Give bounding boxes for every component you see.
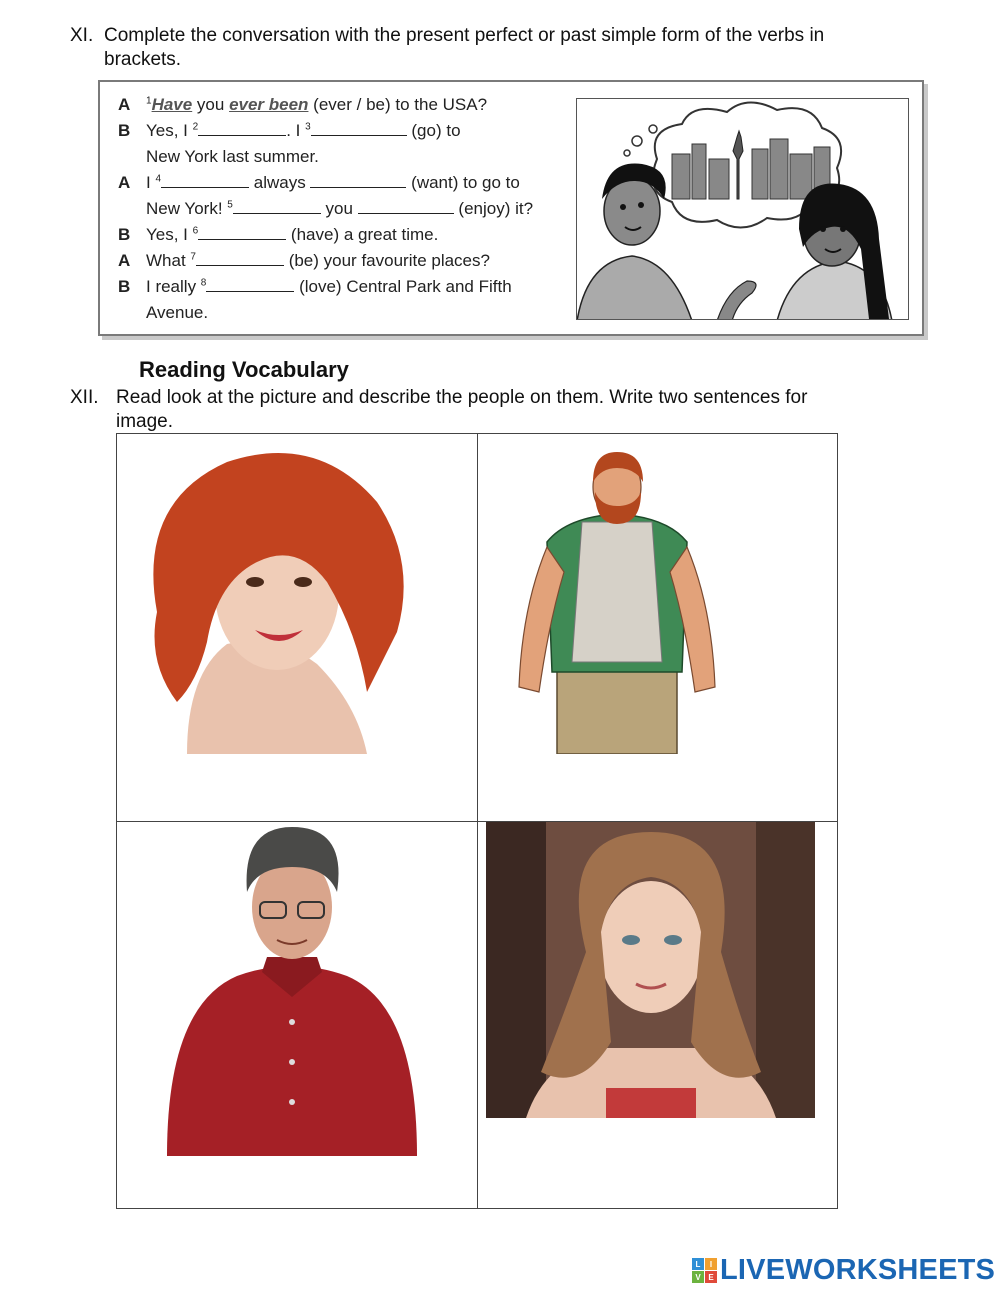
two-women-talking-new-york-illustration: [576, 98, 909, 320]
gap-number: 8: [200, 277, 207, 289]
man-red-shirt-glasses-photo: [157, 822, 427, 1156]
liveworksheets-logo-icon: [692, 1258, 716, 1282]
line-text: Avenue.: [146, 303, 209, 322]
gap-number: 1: [146, 95, 152, 107]
reading-vocabulary-title: Reading Vocabulary: [139, 357, 349, 382]
answer-blank[interactable]: [233, 199, 321, 214]
speaker-label: A: [118, 251, 131, 270]
line-text: you: [192, 95, 230, 114]
logo-mark-letter: I: [705, 1258, 717, 1270]
example-answer-2: ever been: [229, 95, 309, 114]
line-text: Yes, I: [146, 121, 193, 140]
gap-number: 2: [192, 121, 199, 133]
line-text: (ever / be) to the USA?: [308, 95, 488, 114]
exercise-xii-instruction-cont: image.: [116, 411, 174, 432]
photo-grid: [116, 433, 838, 1209]
gap-number: 3: [305, 121, 311, 133]
line-text: (love) Central Park and Fifth: [294, 277, 512, 296]
logo-mark-letter: L: [692, 1258, 704, 1270]
exercise-xi-instruction-cont: brackets.: [104, 49, 182, 70]
answer-blank[interactable]: [311, 121, 407, 136]
speaker-label: B: [118, 121, 131, 140]
woman-wavy-hair-photo: [486, 822, 815, 1118]
line-text: New York last summer.: [146, 147, 319, 166]
answer-blank[interactable]: [161, 173, 249, 188]
line-text: What: [146, 251, 191, 270]
line-text: (go) to: [406, 121, 461, 140]
gap-number: 7: [190, 251, 196, 263]
speaker-label: A: [118, 173, 131, 192]
example-answer: Have: [151, 95, 193, 114]
line-text: you: [320, 199, 358, 218]
line-text: I really: [146, 277, 201, 296]
line-text: (enjoy) it?: [453, 199, 534, 218]
exercise-xi-instruction: Complete the conversation with the present perfect or past simple form of the verbs in: [104, 25, 825, 46]
red-haired-woman-photo: [127, 442, 417, 754]
logo-mark-letter: V: [692, 1271, 704, 1283]
answer-blank[interactable]: [358, 199, 454, 214]
line-text: New York!: [146, 199, 228, 218]
gap-number: 4: [155, 173, 162, 185]
line-text: (be) your favourite places?: [283, 251, 490, 270]
logo-text: LIVEWORKSHEETS: [720, 1253, 996, 1286]
gap-number: 5: [227, 199, 233, 211]
exercise-xii-number: XII.: [70, 387, 99, 408]
exercise-xi-number: XI.: [70, 25, 94, 46]
line-text: . I: [286, 121, 306, 140]
exercise-xii-instruction: Read look at the picture and describe the people on them. Write two sentences for: [116, 387, 808, 408]
bearded-man-cartoon: [517, 452, 717, 754]
speaker-label: A: [118, 95, 131, 114]
liveworksheets-logo: [692, 1253, 995, 1287]
logo-mark-letter: E: [705, 1271, 717, 1283]
answer-blank[interactable]: [206, 277, 294, 292]
gap-number: 6: [192, 225, 199, 237]
speaker-label: B: [118, 225, 131, 244]
line-text: Yes, I: [146, 225, 193, 244]
line-text: (want) to go to: [406, 173, 520, 192]
line-text: I: [146, 173, 156, 192]
line-text: (have) a great time.: [286, 225, 439, 244]
answer-blank[interactable]: [310, 173, 406, 188]
speaker-label: B: [118, 277, 131, 296]
conversation-box: [98, 80, 924, 336]
answer-blank[interactable]: [196, 251, 284, 266]
answer-blank[interactable]: [198, 121, 286, 136]
answer-blank[interactable]: [198, 225, 286, 240]
line-text: always: [249, 173, 311, 192]
